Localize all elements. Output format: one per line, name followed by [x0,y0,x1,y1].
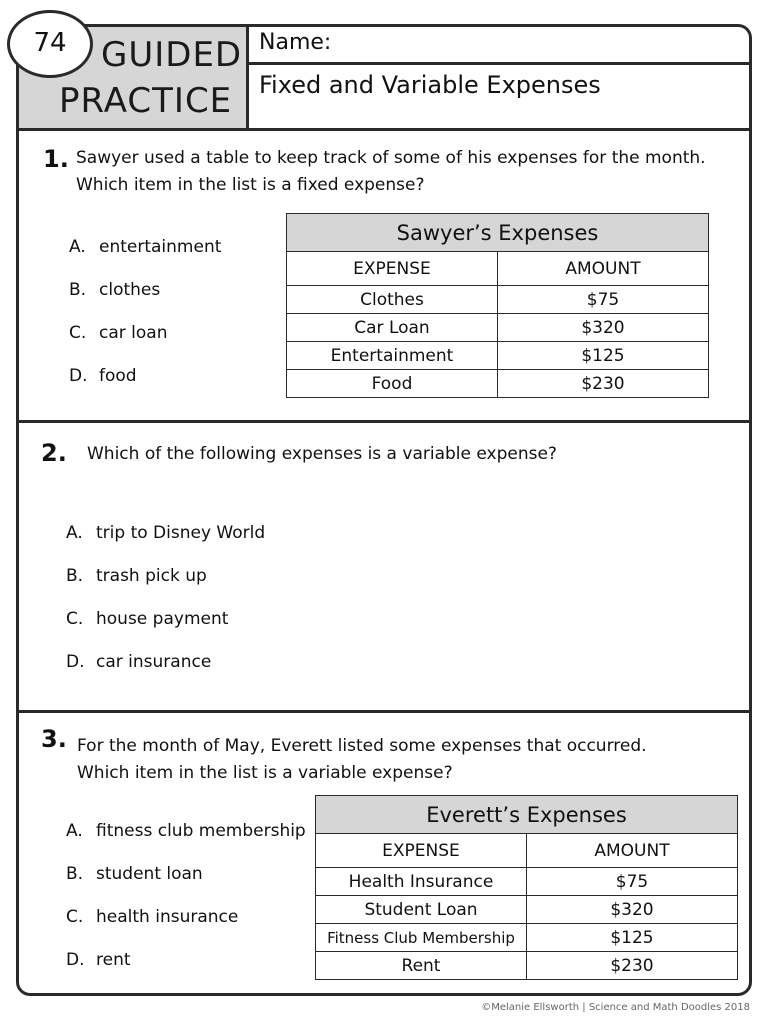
amount-cell: $125 [498,342,709,370]
choice-3a[interactable] [66,821,306,841]
question-3-line-2: Which item in the list is a variable expense? [77,763,453,783]
expense-cell: Clothes [287,286,498,314]
choice-letter: B. [66,566,84,586]
choice-2d[interactable] [66,652,211,672]
choice-letter: C. [69,323,87,343]
table-row [287,314,709,342]
column-header-expense: EXPENSE [287,252,498,286]
choice-text: rent [96,950,131,970]
choice-2a[interactable] [66,523,265,543]
choice-2c[interactable] [66,609,228,629]
question-3-section [19,713,749,996]
name-label: Name: [259,30,332,55]
page-title: Fixed and Variable Expenses [259,71,601,99]
column-header-amount: AMOUNT [527,834,738,868]
table-row [287,370,709,398]
sawyer-expenses-table [286,213,709,398]
expense-cell: Fitness Club Membership [316,924,527,952]
choice-text: house payment [96,609,229,629]
question-1-text [76,145,706,199]
question-1-number: 1. [43,145,69,173]
choice-letter: C. [66,609,84,629]
guided-label: GUIDED [101,35,243,75]
choice-3d[interactable] [66,950,131,970]
choice-text: fitness club membership [96,821,306,841]
choice-text: food [99,366,137,386]
amount-cell: $75 [527,868,738,896]
expense-cell: Entertainment [287,342,498,370]
question-2-section [19,423,749,713]
worksheet-header [19,27,749,131]
name-field[interactable] [249,27,749,65]
amount-cell: $75 [498,286,709,314]
table-row [316,868,738,896]
question-2-text: Which of the following expenses is a variable expense? [87,444,557,464]
expense-cell: Student Loan [316,896,527,924]
amount-cell: $230 [498,370,709,398]
choice-text: student loan [96,864,203,884]
choice-text: trash pick up [96,566,207,586]
choice-1a[interactable] [69,237,221,257]
choice-text: car insurance [96,652,212,672]
expense-cell: Car Loan [287,314,498,342]
choice-text: car loan [99,323,168,343]
question-1-section [19,131,749,423]
table-row [316,924,738,952]
copyright-footer: ©Melanie Ellsworth | Science and Math Doodles 2018 [481,1002,750,1013]
choice-letter: D. [69,366,88,386]
expense-cell: Rent [316,952,527,980]
choice-text: clothes [99,280,161,300]
amount-cell: $320 [498,314,709,342]
choice-letter: B. [69,280,87,300]
choice-1b[interactable] [69,280,160,300]
table-title: Sawyer’s Expenses [287,214,709,252]
table-row [316,896,738,924]
question-1-line-2: Which item in the list is a fixed expense? [76,175,425,195]
choice-letter: D. [66,950,85,970]
practice-label: PRACTICE [59,81,233,121]
column-header-amount: AMOUNT [498,252,709,286]
question-3-number: 3. [41,725,67,753]
table-row [316,952,738,980]
expense-cell: Health Insurance [316,868,527,896]
choice-letter: A. [66,821,83,841]
question-3-text [77,733,647,787]
question-1-line-1: Sawyer used a table to keep track of some of his expenses for the month. [76,148,706,168]
choice-letter: A. [69,237,86,257]
amount-cell: $320 [527,896,738,924]
table-title: Everett’s Expenses [316,796,738,834]
choice-text: entertainment [99,237,222,257]
choice-text: health insurance [96,907,239,927]
choice-text: trip to Disney World [96,523,266,543]
everett-expenses-table [315,795,738,980]
amount-cell: $230 [527,952,738,980]
choice-letter: D. [66,652,85,672]
amount-cell: $125 [527,924,738,952]
expense-cell: Food [287,370,498,398]
page-number-badge: 74 [7,10,93,78]
choice-3b[interactable] [66,864,203,884]
table-row [287,342,709,370]
choice-1c[interactable] [69,323,167,343]
worksheet [16,24,752,996]
choice-3c[interactable] [66,907,238,927]
choice-letter: B. [66,864,84,884]
table-row [287,286,709,314]
choice-1d[interactable] [69,366,137,386]
choice-letter: A. [66,523,83,543]
question-2-number: 2. [41,439,67,467]
choice-letter: C. [66,907,84,927]
column-header-expense: EXPENSE [316,834,527,868]
question-3-line-1: For the month of May, Everett listed some expenses that occurred. [77,736,647,756]
choice-2b[interactable] [66,566,207,586]
